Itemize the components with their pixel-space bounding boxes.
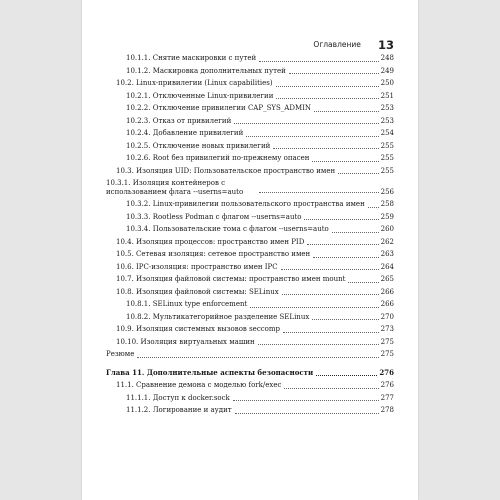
toc-entry-page: 255 — [380, 166, 394, 175]
toc-entry-text: 10.8. Изоляция файловой системы: SELinux — [116, 287, 279, 296]
toc-leader — [258, 344, 379, 345]
toc-entry-page: 251 — [380, 91, 394, 100]
toc-entry — [106, 261, 394, 274]
toc-entry-text: 10.2.6. Root без привилегий по-прежнему опасен — [126, 154, 310, 162]
toc-entry — [106, 379, 394, 392]
toc-leader — [332, 232, 379, 233]
toc-entry-text: 10.5. Сетевая изоляция: сетевое пространство имен — [116, 250, 311, 258]
toc-entry-page: 275 — [380, 337, 394, 346]
toc-entry-text: 10.7. Изоляция файловой системы: пространство имен mount — [116, 275, 346, 283]
toc-entry-text: 10.2.1. Отключенные Linux-привилегии — [126, 91, 274, 100]
toc-leader — [283, 332, 379, 333]
toc-leader — [246, 136, 378, 137]
toc-leader — [314, 111, 379, 112]
toc-entry-text: 11.1.1. Доступ к docker.sock — [126, 393, 230, 402]
toc-entry — [106, 311, 394, 324]
toc-entry — [106, 286, 394, 299]
running-header — [313, 34, 394, 53]
toc-leader — [368, 207, 379, 208]
toc-leader — [338, 173, 378, 174]
toc-entry — [106, 211, 394, 224]
toc-entry — [106, 223, 394, 236]
toc-entry-page: 266 — [380, 287, 394, 296]
toc-entry-text: 10.10. Изоляция виртуальных машин — [116, 337, 255, 346]
toc-leader — [233, 400, 379, 401]
toc-leader — [284, 388, 378, 389]
toc-entry-page: 253 — [380, 104, 394, 112]
toc-leader — [289, 73, 379, 74]
toc-leader — [276, 86, 379, 87]
toc-entry-text: 10.3.3. Rootless Podman с флагом --userns=auto — [126, 212, 302, 221]
toc-entry-text: 10.3.1. Изоляция контейнеров с использованием флага --userns=auto — [106, 179, 244, 196]
toc-entry-text: 10.3. Изоляция UID: Пользовательское пространство имен — [116, 166, 336, 175]
toc-leader — [273, 148, 378, 149]
toc-leader — [281, 269, 379, 270]
toc-entry — [106, 348, 394, 361]
header-title: Оглавление — [313, 40, 361, 49]
toc-entry-page: 248 — [380, 54, 394, 62]
toc-entry — [106, 152, 394, 165]
toc-entry-text: 11.1. Сравнение демона с моделью fork/exec — [116, 381, 282, 389]
toc-entry — [106, 323, 394, 336]
toc-entry-text: 10.2.2. Отключение привилегии CAP_SYS_ADMIN — [126, 104, 312, 112]
toc-entry-page: 275 — [380, 350, 394, 358]
toc-leader — [307, 244, 378, 245]
toc-entry — [106, 248, 394, 261]
toc-entry-text: 11.1.2. Логирование и аудит — [126, 406, 232, 414]
toc-entry-text: 10.2.3. Отказ от привилегий — [126, 116, 232, 125]
table-of-contents — [106, 52, 394, 417]
toc-entry — [106, 236, 394, 249]
toc-entry-text: 10.3.2. Linux-привилегии пользовательского пространства имен — [126, 200, 365, 208]
toc-entry — [106, 198, 394, 211]
toc-entry-text: 10.2. Linux-привилегии (Linux capabilities) — [116, 79, 273, 87]
toc-entry-text: 10.9. Изоляция системных вызовов seccomp — [116, 325, 280, 333]
toc-entry-text: 10.4. Изоляция процессов: пространство имен PID — [116, 237, 305, 246]
toc-chapter-entry — [106, 367, 394, 380]
toc-leader — [348, 282, 378, 283]
toc-entry-text: 10.2.4. Добавление привилегий — [126, 129, 244, 137]
toc-leader — [316, 375, 377, 376]
toc-entry — [106, 298, 394, 311]
toc-entry-page: 265 — [380, 275, 394, 283]
toc-leader — [276, 98, 378, 99]
toc-entry-page: 253 — [380, 116, 394, 125]
toc-leader — [259, 192, 379, 193]
toc-entry-text: 10.2.5. Отключение новых привилегий — [126, 141, 271, 150]
toc-entry-page: 270 — [380, 312, 394, 321]
toc-leader — [313, 257, 378, 258]
toc-entry-page: 254 — [380, 129, 394, 137]
toc-entry — [106, 336, 394, 349]
header-page-number: 13 — [377, 37, 394, 52]
toc-entry — [106, 177, 394, 198]
toc-entry — [106, 102, 394, 115]
toc-entry — [106, 127, 394, 140]
toc-entry-page: 249 — [380, 66, 394, 75]
toc-leader — [137, 357, 378, 358]
toc-entry-page: 262 — [380, 237, 394, 246]
toc-entry-page: 255 — [380, 141, 394, 150]
toc-entry-text: 10.8.1. SELinux type enforcement — [126, 300, 248, 308]
toc-entry-text: 10.8.2. Мультикатегорийное разделение SELinux — [126, 312, 310, 321]
toc-entry-page: 263 — [380, 250, 394, 258]
toc-entry — [106, 140, 394, 153]
toc-leader — [235, 413, 379, 414]
toc-entry — [106, 273, 394, 286]
toc-entry-text: Резюме — [106, 350, 135, 358]
toc-leader — [304, 219, 378, 220]
toc-entry-page: 255 — [380, 154, 394, 162]
toc-leader — [312, 319, 378, 320]
toc-entry — [106, 404, 394, 417]
toc-entry-page: 258 — [380, 200, 394, 208]
toc-leader — [312, 161, 378, 162]
toc-entry-page: 276 — [379, 367, 394, 377]
book-page — [82, 0, 418, 500]
toc-entry — [106, 392, 394, 405]
toc-entry-text: 10.1.2. Маскировка дополнительных путей — [126, 66, 286, 75]
toc-entry-text: 10.6. IPC-изоляция: пространство имен IPC — [116, 262, 278, 271]
toc-leader — [234, 123, 378, 124]
toc-entry-text: 10.3.4. Пользовательские тома с флагом --userns=auto — [126, 225, 329, 233]
toc-entry — [106, 77, 394, 90]
toc-entry — [106, 52, 394, 65]
toc-entry-text: 10.1.1. Снятие маскировки с путей — [126, 54, 257, 62]
toc-entry — [106, 90, 394, 103]
toc-entry-page: 259 — [380, 212, 394, 221]
toc-entry-page: 264 — [380, 262, 394, 271]
toc-entry — [106, 115, 394, 128]
toc-entry-page: 278 — [380, 406, 394, 414]
toc-entry-page: 266 — [380, 300, 394, 308]
toc-entry-page: 277 — [380, 393, 394, 402]
toc-leader — [282, 294, 379, 295]
toc-entry-page: 273 — [380, 325, 394, 333]
toc-entry — [106, 65, 394, 78]
toc-entry-page: 260 — [380, 225, 394, 233]
toc-entry-page: 256 — [380, 187, 394, 196]
toc-entry — [106, 165, 394, 178]
toc-leader — [250, 307, 378, 308]
toc-entry-text: Глава 11. Дополнительные аспекты безопасности — [106, 367, 314, 377]
toc-entry-page: 276 — [380, 381, 394, 389]
toc-entry-page: 250 — [380, 79, 394, 87]
toc-leader — [259, 61, 378, 62]
